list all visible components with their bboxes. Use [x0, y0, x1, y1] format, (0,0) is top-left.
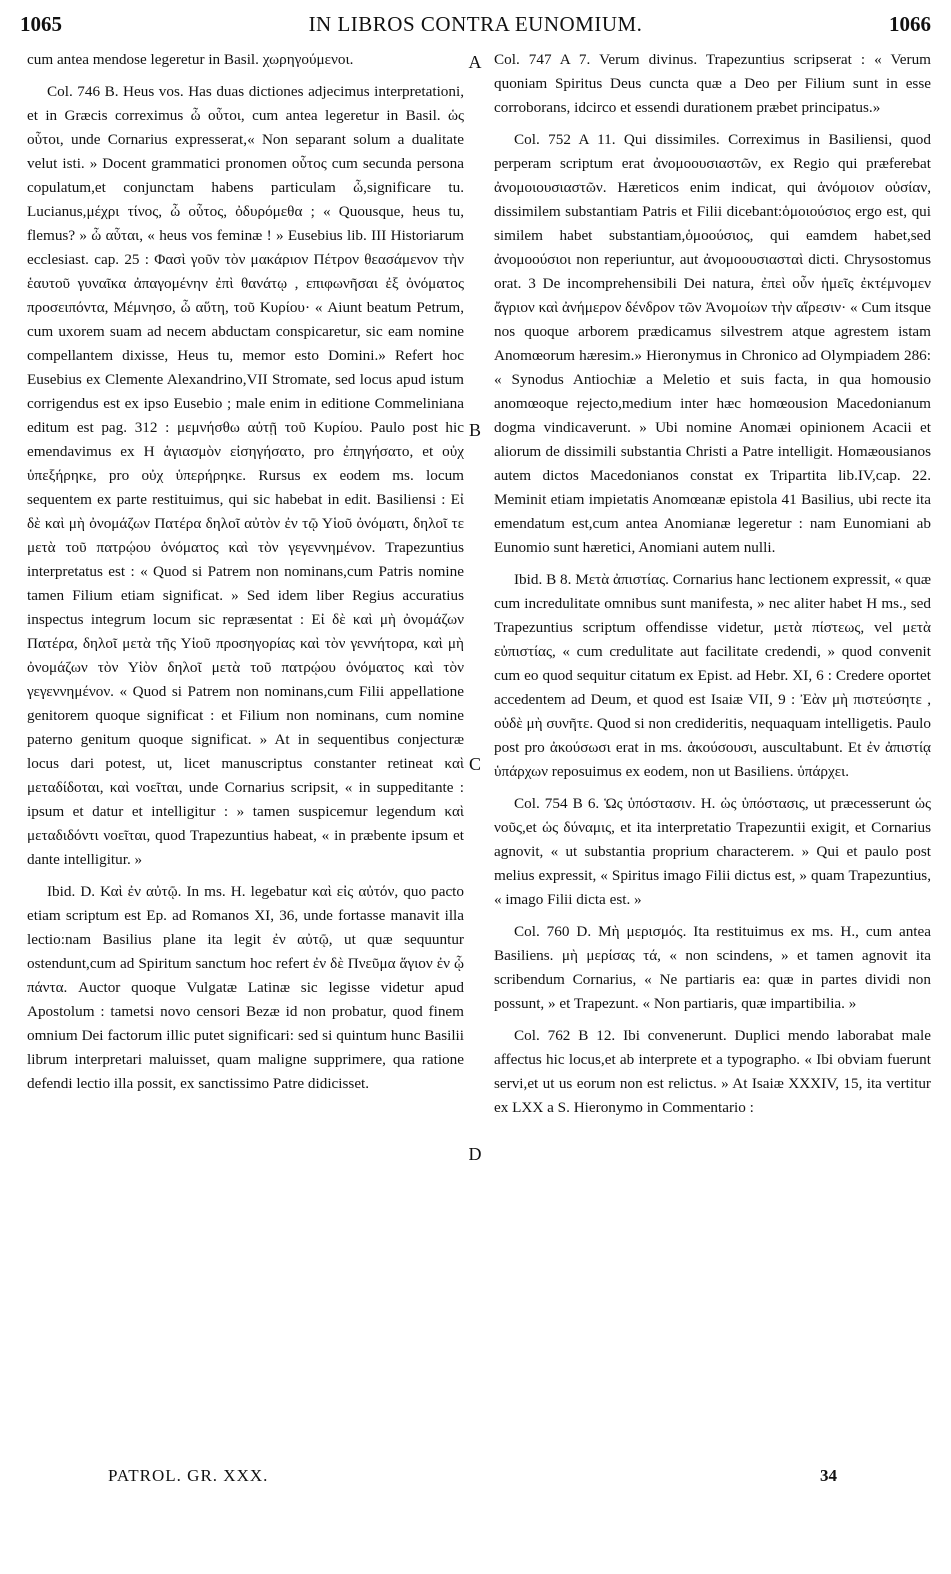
- margin-marker-a: A: [468, 52, 482, 72]
- paragraph: Col. 747 A 7. Verum divinus. Trapezuntius scripserat : « Verum quoniam Spiritus Deus cuncta quæ a Deo per Filium sunt in esse corroborans, idcirco et essendi durationem præbet principatus.»: [494, 51, 931, 116]
- margin-marker-d: D: [468, 1144, 482, 1164]
- paragraph: cum antea mendose legeretur in Basil. χωρηγούμενοι.: [27, 51, 354, 68]
- paragraph: Col. 752 A 11. Qui dissimiles. Correximus in Basiliensi, quod perperam scriptum erat ἀνομοουσιαστῶν, ex Regio qui præferebat ἀνομοιουσιαστῶν. Hæreticos enim indicat, qui ἀνόμοιον οὐσίαν, dissimilem substantiam Patris et Filii dicebant:ὁμοιούσιος ergo est, qui similem habet substantiam,ὁμοούσιος, qui eamdem habet,sed ἀνομοούσιοι non reperiuntur, aut ἀνομοουσιασταὶ dicti. Chrysostomus orat. 3 De incomprehensibili Dei natura, ἐπεὶ οὖν ἡμεῖς ἐκτέμνομεν ἄγριον καὶ ἀνήμερον δένδρον τῶν Ἀνομοίων τὴν αἵρεσιν· « Cum itsque nos quoque arborem prædicamus silvestrem atque agrestem istam Anomœorum hæresim.» Hieronymus in Chronico ad Olympiadem 286: « Synodus Antiochiæ a Meletio et suis facta, in qua homousio anomœoque rejecto,medium inter hæc homœousion Macedonianum dogma vindicaverunt. » Ubi nomine Anomæi opinionem Acacii et aliorum de dissimili substantia Christi a Patre intelligit. Homæousianos autem dictos Macedonianos constat ex Tripartita lib.IV,cap. 22. Meminit etiam impietatis Anomœanæ epistola 41 Basilius, ubi recte ita emendatum est,cum antea Anomianæ legeretur : nam Eunomiani ab Eunomio sunt hæretici, Anomiani autem nulli.: [494, 131, 931, 556]
- paragraph: Col. 746 B. Heus vos. Has duas dictiones adjecimus interpretationi, et in Græcis correximus ὦ οὗτοι, cum antea legeretur in Basil. ὡς οὗτοι, unde Cornarius expresserat,« Non separant solum a dualitate velut isti. » Docent grammatici pronomen οὗτος cum secunda persona copulatum,et conjunctam habens particulam ὦ,significare tu. Lucianus,μέχρι τίνος, ὦ οὗτος, ὀδυρόμεθα ; « Quousque, heus tu, flemus? » ὦ αὗται, « heus vos feminæ ! » Eusebius lib. III Historiarum ecclesiast. cap. 25 : Φασὶ γοῦν τὸν μακάριον Πέτρον θεασάμενον τὴν ἑαυτοῦ γυναῖκα ἀπαγομένην ἐπὶ θανάτῳ , επιφωνῆσαι ἐξ ὀνόματος προσειπόντα, Μέμνησο, ὦ αὕτη, τοῦ Κυρίου· « Aiunt beatum Petrum, cum uxorem suam ad necem abductam conspicaretur, sic eam nomine compellantem dixisse, Heus tu, memor esto Domini.» Refert hoc Eusebius ex Clemente Alexandrino,VII Stromate, sed locus apud istum corrigendus est ex ipso Eusebio ; male enim in editione Commeliniana editum est pag. 312 : μεμνήσθω αὐτῇ τοῦ Κυρίου. Paulo post hic emendavimus ex H ἁγιασμὸν εἰσηγήσατο, pro ἐπηγήσατο, et οὐχ ὑπεξήρηκε, pro οὐχ ὑπερήρηκε. Rursus ex eodem ms. locum sequentem ex parte restituimus, qui sic habebat in edit. Basiliensi : Εἰ δὲ καὶ μὴ ὀνομάζων Πατέρα δηλοῖ αὐτὸν ἐν τῷ Υἱοῦ ὀνόματι, δηλοῖ τε μετὰ τοῦ πατρῴου ὀνόματος καὶ τὸν γεγεννημένον. Trapezuntius interpretatus est : « Quod si Patrem non nominans,cum Patris nomine tamen Filium etiam significat. » Sed idem liber Regius accuratius inspectus integrum locum sic repræsentat : Εἰ δὲ καὶ μὴ ὀνομάζων Πατέρα, δηλοῖ μετὰ τῆς Υἱοῦ προσηγορίας καὶ τὸν γεννήτορα, καὶ μὴ ὀνομάζων τὸν Υἱὸν δηλοῖ μετὰ τοῦ πατρῴου ὀνόματος καὶ τὸν γεγεννημένον. « Quod si Patrem non nominans,cum Filii appellatione genitorem quoque significat : et Filium non nominans, cum nomine paterno genitum quoque significat. » At in sequentibus conjecturæ locus dari potest, ut, licet manuscriptus constanter retineat καὶ μεταδίδοται, καὶ νοεῖται, unde Cornarius scripsit, « in suppeditante : ipsum et datur et intelligitur : » tamen suspicemur legendum καὶ μεταδιδόντι νοεῖται, quod Trapezuntius habeat, « in præbente ipsum et dante intelligitur. »: [27, 83, 464, 868]
- paragraph: Ibid. B 8. Μετὰ ἀπιστίας. Cornarius hanc lectionem expressit, « quæ cum incredulitate omnibus sunt manifesta, » nec aliter habet H ms., sed Trapezuntius scriptum offendisse videtur, μετὰ πίστεως, vel μετὰ εὐπιστίας, « cum credulitate aut facilitate credendi, » quod convenit cum eo quod sequitur citatum ex Epist. ad Hebr. XI, 6 : Credere oportet accedentem ad Deum, et quod est Isaiæ VII, 9 : Ἐὰν μὴ πιστεύσητε , οὐδὲ μὴ συνῆτε. Quod si non credideritis, nequaquam intelligetis. Paulo post pro ἀκούσωσι erat in ms. ἀκούσουσι, auscultabunt. Et ἐν ἀπιστίᾳ ὑπάρχων reposuimus ex eodem, non ut Basiliens. ὑπάρχει.: [494, 571, 931, 780]
- page-number-right: 1066: [889, 12, 931, 36]
- running-header: [20, 12, 931, 46]
- left-column: [27, 48, 464, 1104]
- paragraph: Col. 762 B 12. Ibi convenerunt. Duplici mendo laborabat male affectus hic locus,et ab interprete et a typographo. « Ibi obviam fuerunt servi,et ut us eorum non est relictus. » At Isaiæ XXXIV, 15, ita vertitur ex LXX a S. Hieronymo in Commentario :: [494, 1027, 931, 1116]
- gathering-signature: 34: [820, 1466, 837, 1485]
- paragraph: Ibid. D. Καὶ ἐν αὐτῷ. In ms. H. legebatur καὶ εἰς αὐτόν, quo pacto etiam scriptum est Ep. ad Romanos XI, 36, unde fortasse manavit illa lectio:nam Basilius plane ita legit ἐν αὐτῷ, ut quæ sequuntur ostendunt,cum ad Spiritum sanctum hoc refert ἐν δὲ Πνεῦμα ἅγιον ἐν ᾧ πάντα. Auctor quoque Vulgatæ Latinæ sic legisse videtur apud Apostolum : tametsi novo censori Bezæ id non probatur, quod finem omnium Dei factorum illic putet significari: sed si quintum hunc Basilii librum interpretari maluisset, quam maligne supprimere, qua ratione defendi lectio illa possit, ex sanctissimo Patre didicisset.: [27, 883, 464, 1092]
- margin-marker-b: B: [468, 420, 481, 440]
- paragraph: Col. 754 B 6. Ὡς ὑπόστασιν. H. ὡς ὑπόστασις, ut præcesserunt ὡς νοῦς,et ὡς δύναμις, et ita interpretatio Trapezuntii exigit, et Cornarius agnovit, « ut substantia proprium characterem. » Qui et paulo post melius expressit, « Spiritus imago Filii dictus est, » quam Trapezuntius, « imago Filii dicta est. »: [494, 795, 931, 908]
- right-column: [494, 48, 931, 1128]
- margin-marker-c: C: [468, 754, 481, 774]
- page-footer: [0, 1466, 951, 1494]
- page-number-left: 1065: [20, 12, 62, 36]
- series-signature: PATROL. GR. XXX.: [108, 1466, 269, 1485]
- running-title: IN LIBROS CONTRA EUNOMIUM.: [308, 12, 643, 36]
- paragraph: Col. 760 D. Μὴ μερισμός. Ita restituimus ex ms. H., cum antea Basiliens. μὴ μερίσας τά, « non scindens, » et tamen agnovit ita scribendum Cornarius, « Ne partiaris ea: quæ in partes dividi non possunt, » et Trapezunt. « Non partiaris, quæ impartibilia. »: [494, 923, 931, 1012]
